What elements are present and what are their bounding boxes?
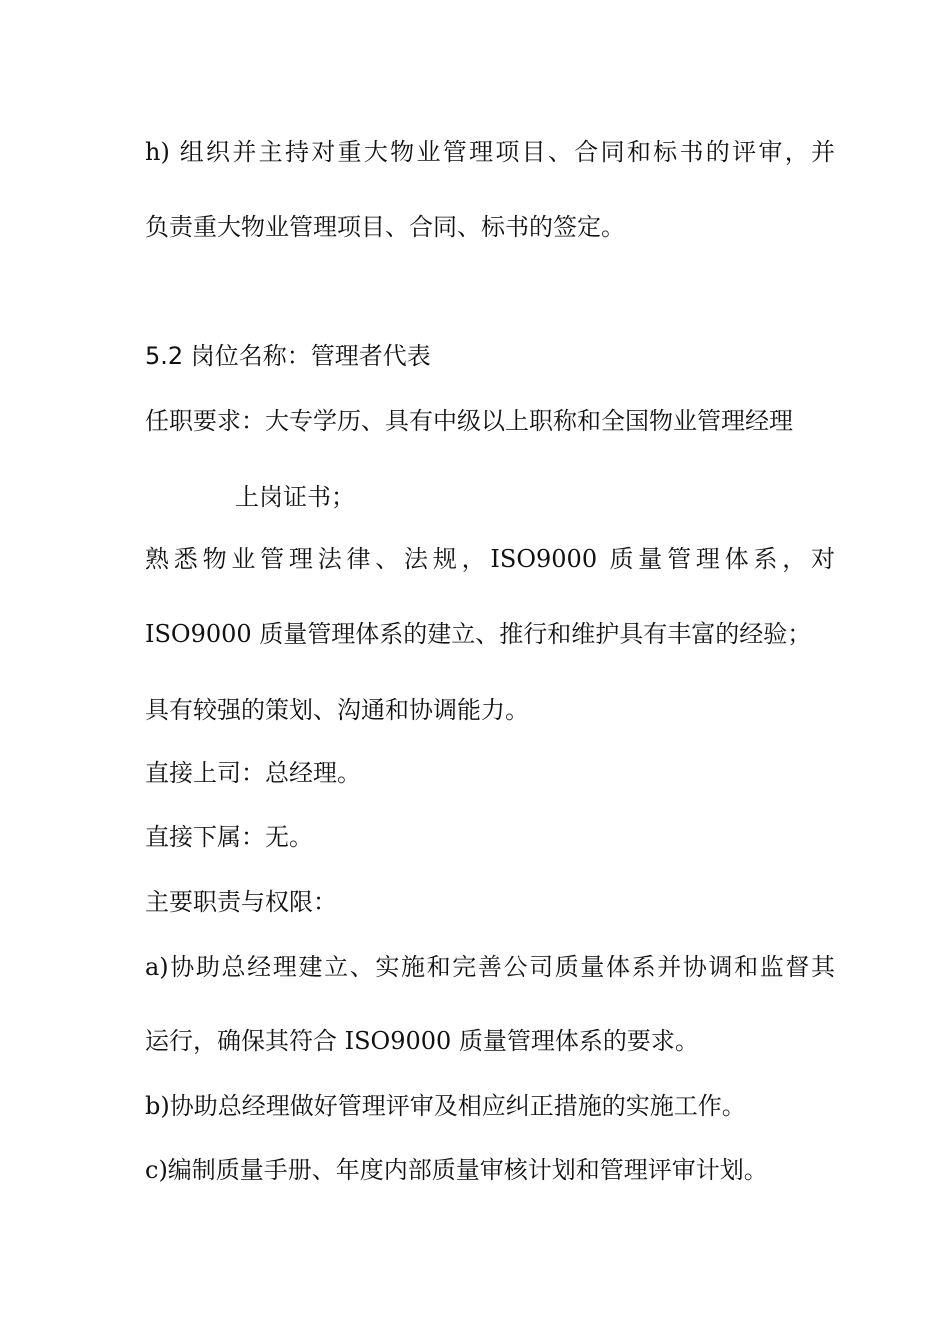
familiarity-line-2: ISO9000 质量管理体系的建立、推行和维护具有丰富的经验；: [145, 620, 812, 648]
duty-h-line-2: 负责重大物业管理项目、合同、标书的签定。: [145, 213, 625, 241]
direct-subordinate-label: 直接下属: [145, 823, 241, 851]
familiarity-line-1: 熟悉物业管理法律、法规，ISO9000 质量管理体系，对: [145, 545, 835, 573]
duties-heading-line: [145, 885, 835, 919]
requirements-line: [145, 404, 835, 438]
duty-a-line-1: a)协助总经理建立、实施和完善公司质量体系并协调和监督其: [145, 953, 835, 981]
section-heading: 5.2 岗位名称: [145, 342, 287, 370]
duty-h-line-1: h) 组织并主持对重大物业管理项目、合同和标书的评审，并: [145, 138, 835, 166]
direct-subordinate-value: ：无。: [241, 823, 313, 851]
requirements-label: 任职要求: [145, 407, 241, 435]
section-heading-value: ：管理者代表: [286, 342, 431, 370]
section-heading-line: [145, 339, 835, 373]
duties-heading-colon: ：: [313, 888, 337, 916]
duty-c-line: c)编制质量手册、年度内部质量审核计划和管理评审计划。: [145, 1156, 768, 1184]
duties-heading: 主要职责与权限: [145, 888, 313, 916]
requirements-continuation: 上岗证书；: [235, 483, 355, 511]
duty-b-line: b)协助总经理做好管理评审及相应纠正措施的实施工作。: [145, 1092, 746, 1120]
direct-superior-label: 直接上司: [145, 759, 241, 787]
direct-subordinate-line: [145, 820, 835, 854]
ability-line: 具有较强的策划、沟通和协调能力。: [145, 696, 529, 724]
direct-superior-line: [145, 756, 835, 790]
requirements-value: ：大专学历、具有中级以上职称和全国物业管理经理: [241, 407, 793, 435]
direct-superior-value: ：总经理。: [241, 759, 361, 787]
duty-a-line-2: 运行，确保其符合 ISO9000 质量管理体系的要求。: [145, 1027, 699, 1055]
